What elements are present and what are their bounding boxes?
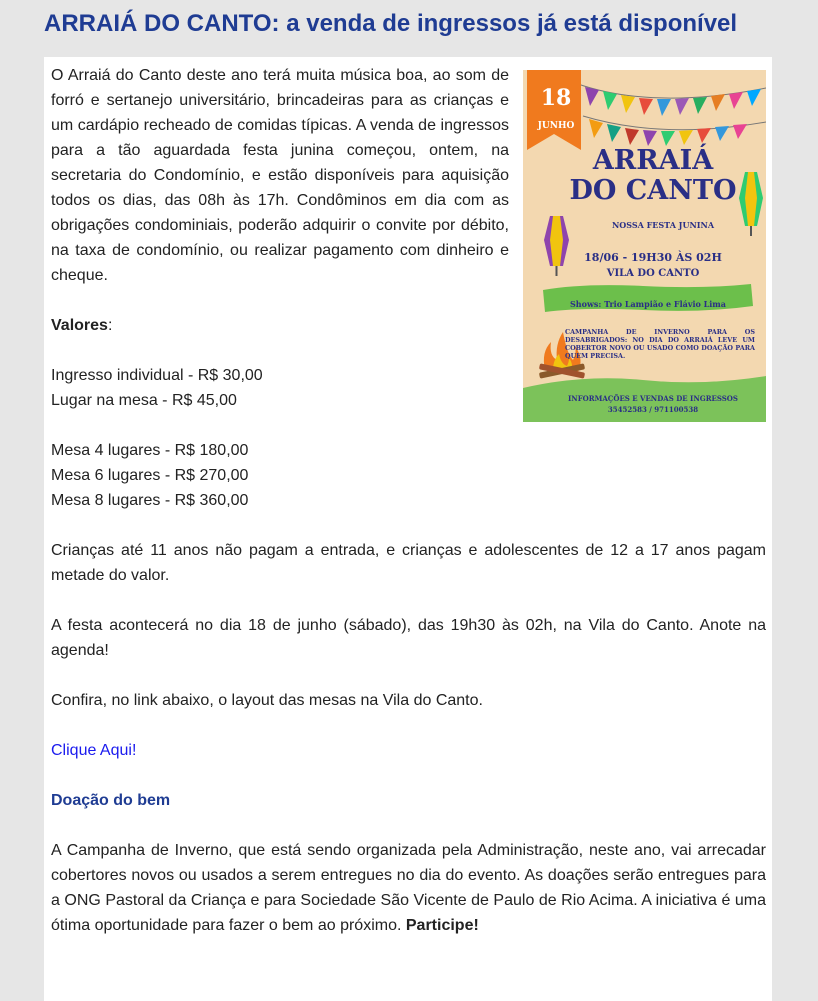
poster-day: 18 bbox=[540, 85, 572, 111]
page-title: ARRAIÁ DO CANTO: a venda de ingressos já está disponível bbox=[44, 10, 738, 37]
poster-phones: 35452583 / 971100538 bbox=[607, 405, 699, 414]
poster-month: JUNHO bbox=[537, 121, 575, 131]
poster-campaign: CAMPANHA DE INVERNO PARA OS DESABRIGADOS: NO DIA DO ARRAIÁ LEVE UM COBERTOR NOVO OU USADO COMO DOAÇÃO PARA QUEM PRECISA. bbox=[565, 328, 755, 360]
values-label: Valores bbox=[51, 317, 108, 334]
price-item: Ingresso individual - R$ 30,00 bbox=[51, 367, 263, 384]
layout-note: Confira, no link abaixo, o layout das mesas na Vila do Canto. bbox=[51, 692, 483, 709]
donation-text: A Campanha de Inverno, que está sendo organizada pela Administração, neste ano, vai arrecadar cobertores novos ou usados a serem entregues no dia do evento. As doações serão entregues para a ONG Pastoral da Criança e para Sociedade São Vicente de Paulo de Rio Acima. A iniciativa é uma ótima oportunidade para fazer o bem ao próximo. bbox=[51, 842, 766, 934]
poster-title-2: DO CANTO bbox=[569, 175, 737, 206]
poster-info: INFORMAÇÕES E VENDAS DE INGRESSOS bbox=[568, 394, 738, 403]
donation-paragraph bbox=[51, 838, 766, 938]
poster-shows: Shows: Trio Lampião e Flávio Lima bbox=[570, 299, 726, 309]
layout-link[interactable]: Clique Aqui! bbox=[51, 742, 137, 759]
poster-title-1: ARRAIÁ bbox=[592, 145, 714, 176]
poster-venue: VILA DO CANTO bbox=[606, 268, 700, 279]
price-item: Mesa 8 lugares - R$ 360,00 bbox=[51, 492, 249, 509]
poster-datetime: 18/06 - 19H30 ÀS 02H bbox=[584, 251, 722, 264]
article-body bbox=[51, 63, 766, 938]
price-item: Mesa 6 lugares - R$ 270,00 bbox=[51, 467, 249, 484]
values-colon: : bbox=[107, 317, 113, 334]
children-note: Crianças até 11 anos não pagam a entrada, e crianças e adolescentes de 12 a 17 anos pagam metade do valor. bbox=[51, 542, 766, 584]
donation-title: Doação do bem bbox=[51, 792, 171, 809]
event-note: A festa acontecerá no dia 18 de junho (sábado), das 19h30 às 02h, na Vila do Canto. Anote na agenda! bbox=[51, 617, 766, 659]
donation-cta: Participe! bbox=[405, 917, 479, 934]
article-card bbox=[44, 57, 772, 1001]
price-item: Lugar na mesa - R$ 45,00 bbox=[51, 392, 237, 409]
event-poster bbox=[523, 70, 766, 422]
price-item: Mesa 4 lugares - R$ 180,00 bbox=[51, 442, 249, 459]
intro-paragraph: O Arraiá do Canto deste ano terá muita música boa, ao som de forró e sertanejo universitário, brincadeiras para as crianças e um cardápio recheado de comidas típicas. A venda de ingressos para a tão aguardada festa junina começou, ontem, na secretaria do Condomínio, e estão disponíveis para aquisição todos os dias, das 08h às 17h. Condôminos em dia com as obrigações condominiais, poderão adquirir o convite por débito, na taxa de condomínio, ou realizar pagamento com dinheiro e cheque. bbox=[51, 67, 509, 284]
poster-subtitle: NOSSA FESTA JUNINA bbox=[611, 220, 715, 230]
